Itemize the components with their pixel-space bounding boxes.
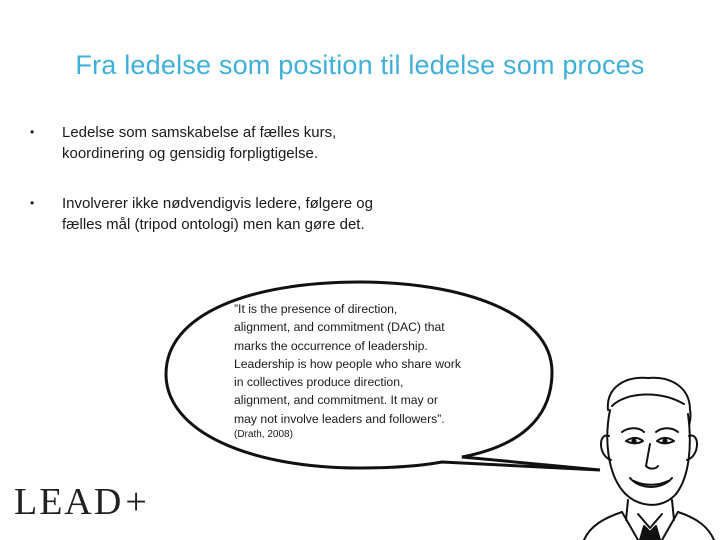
logo-text: LEAD (14, 481, 124, 523)
quote-citation: (Drath, 2008) (234, 429, 293, 440)
quote-line: Leadership is how people who share work (234, 356, 461, 371)
quote-line: in collectives produce direction, (234, 375, 404, 390)
bullet-text-line: koordinering og gensidig forpligtigelse. (62, 145, 318, 162)
quote-line: alignment, and commitment (DAC) that (234, 320, 445, 335)
slide-title: Fra ledelse som position til ledelse som proces (75, 50, 645, 80)
quote-line: may not involve leaders and followers”. (234, 411, 445, 426)
quote-line: ”It is the presence of direction, (234, 302, 398, 316)
bullet-text-line: fælles mål (tripod ontologi) men kan gøre det. (62, 216, 365, 233)
bullet-text-line: Involverer ikke nødvendigvis ledere, følgere og (62, 195, 373, 212)
quote-line: alignment, and commitment. It may or (234, 393, 438, 408)
bullet-marker: • (30, 196, 35, 210)
quote-line: marks the occurrence of leadership. (234, 338, 428, 353)
bullet-text-line: Ledelse som samskabelse af fælles kurs, (62, 124, 337, 141)
logo-plus-symbol: + (125, 481, 149, 523)
bullet-marker: • (30, 125, 35, 139)
